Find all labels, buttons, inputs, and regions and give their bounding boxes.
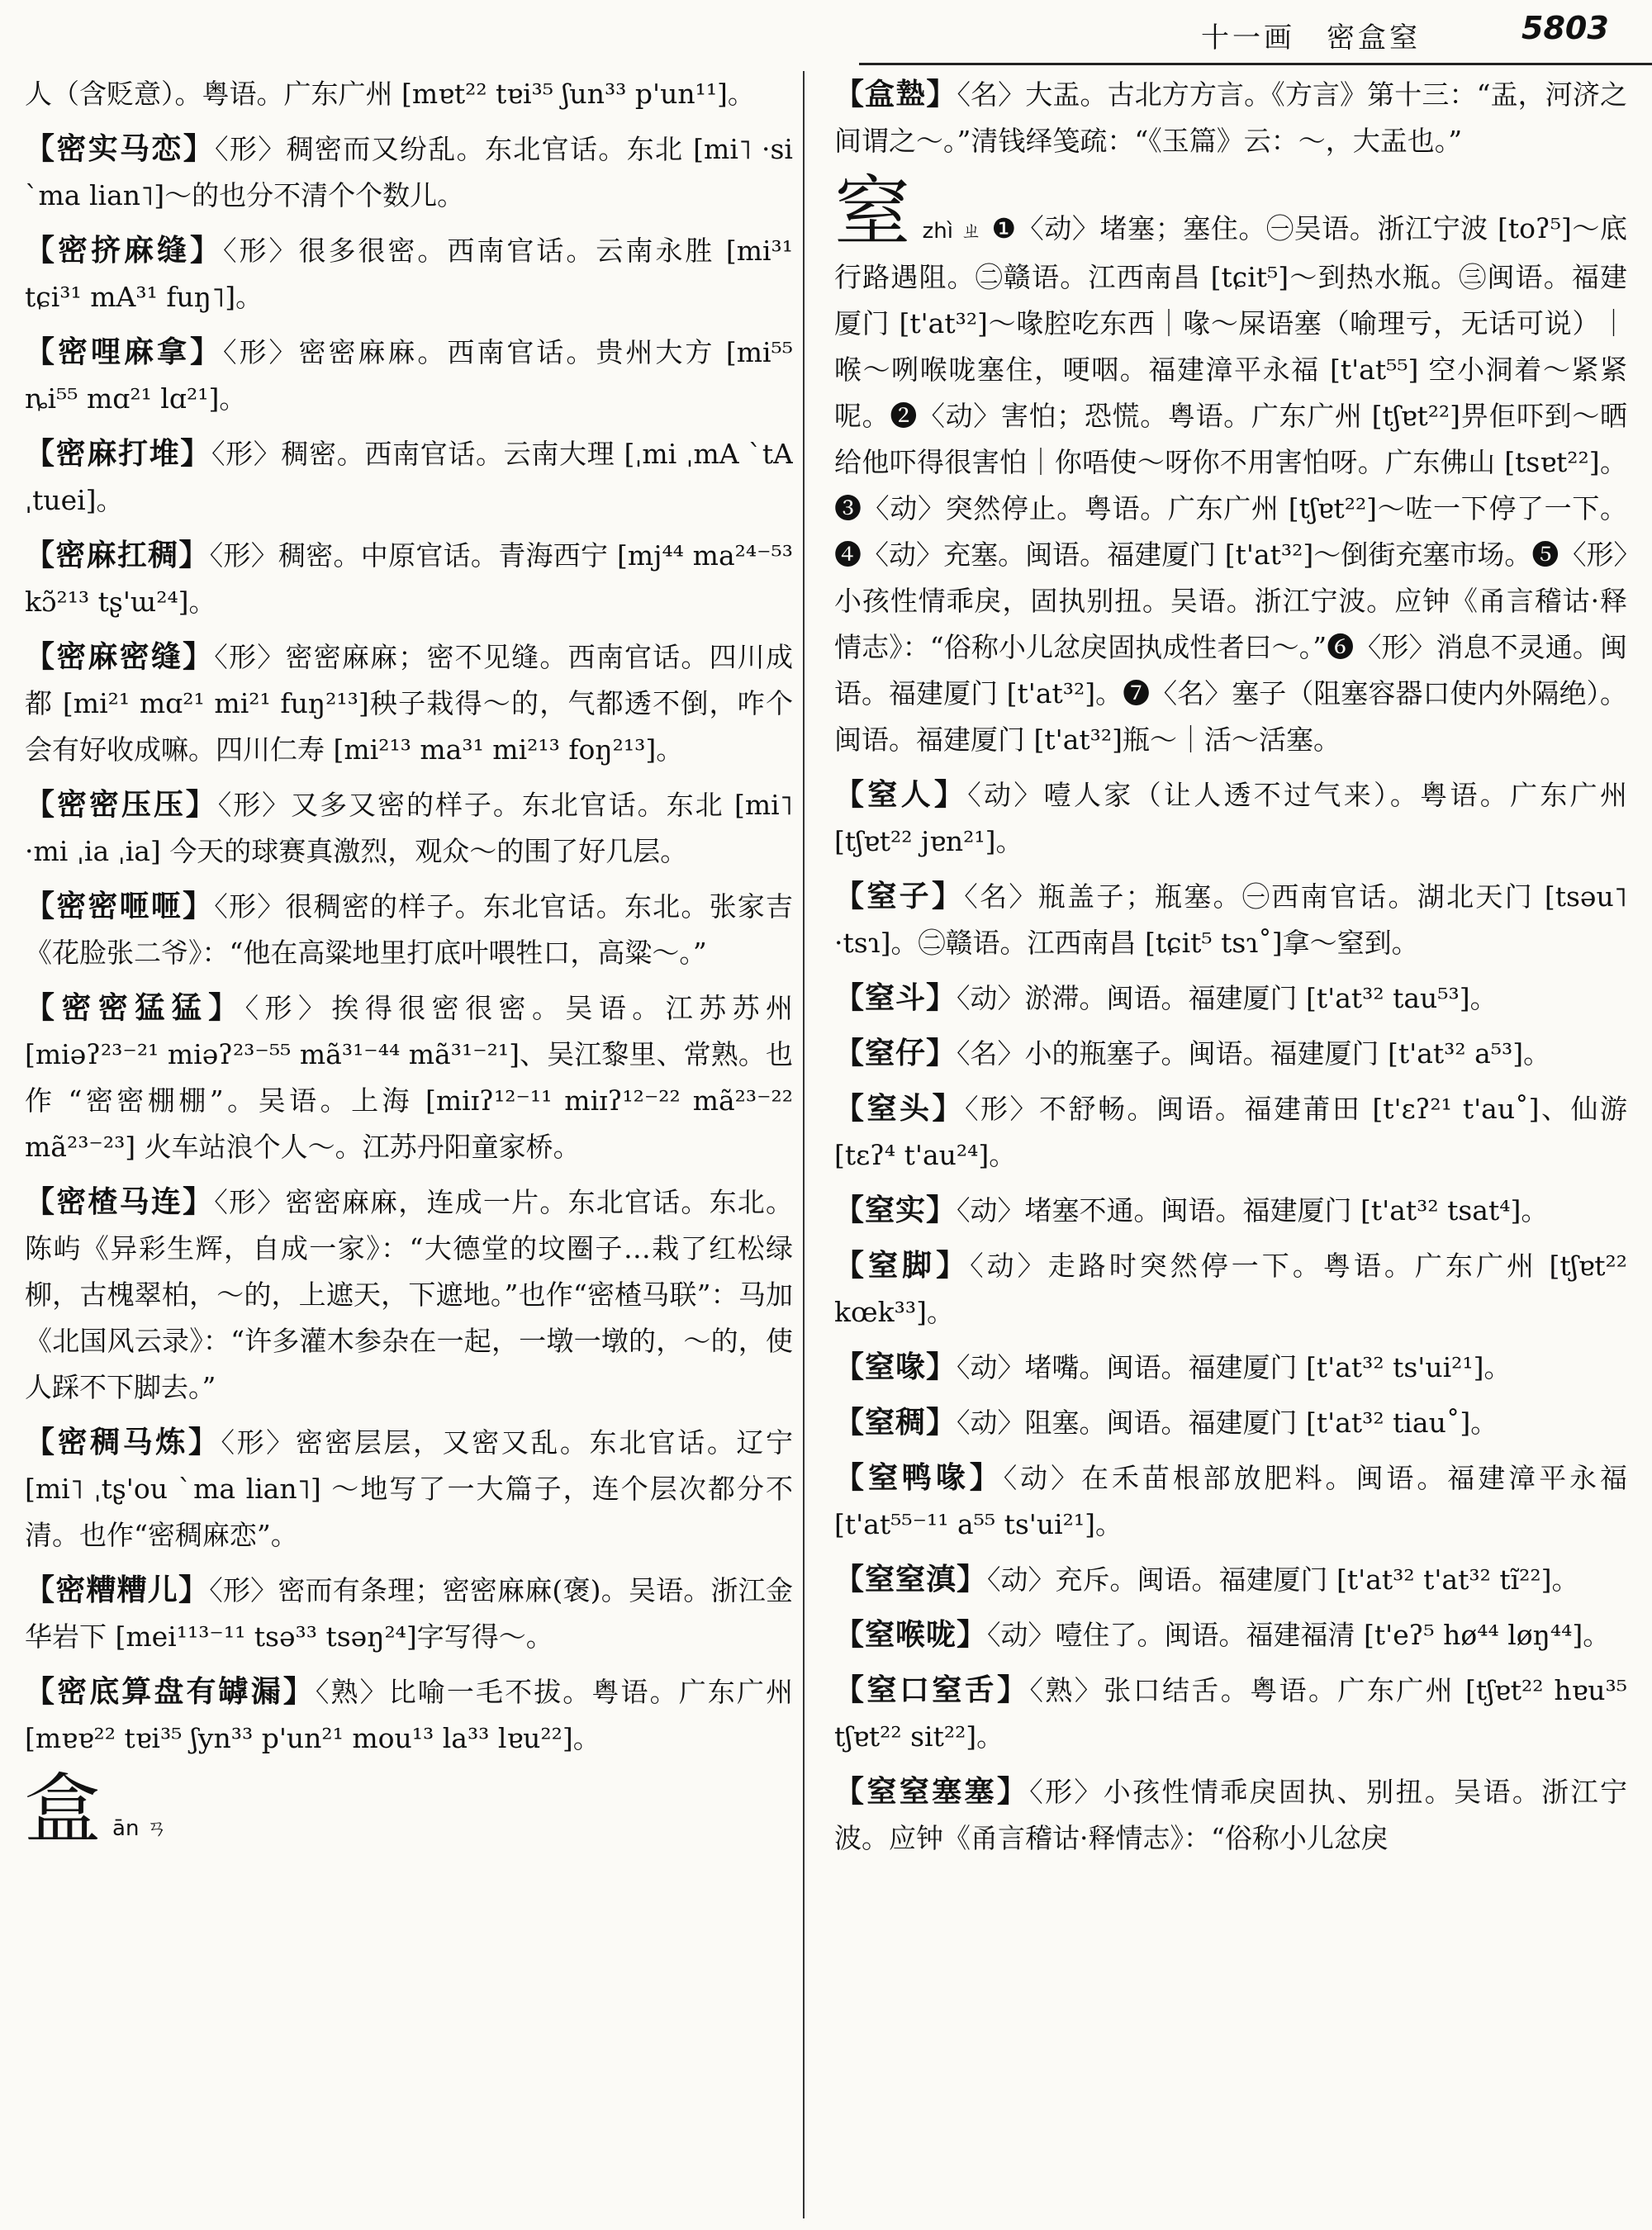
entry: 【盒𥂕】〈名〉大盂。古北方方言。《方言》第十三：“盂，河济之间谓之～。”清钱绎笺疏：“《玉篇》云：～，大盂也。” [834,77,1627,157]
column-divider [803,71,805,2218]
entry-headword: 【密麻密缝】 [25,639,215,674]
entry-headword: 【窒斗】 [834,980,957,1015]
page-header [859,0,1652,65]
entry-headword: 【窒喙】 [834,1350,957,1384]
entry-headword: 【窒头】 [834,1091,965,1126]
entry: 【密麻打堆】〈形〉稠密。西南官话。云南大理 [ˌmi ˌmA ˋtA ˌtuei]。 [25,436,793,516]
entry-headword: 【窒脚】 [834,1248,971,1283]
entry: 【密麻密缝】〈形〉密密麻麻；密不见缝。西南官话。四川成都 [mi²¹ mɑ²¹ mi²¹ fuŋ²¹³]秧子栽得～的，气都透不倒，咋个会有好收成嘛。四川仁寿 [mi²¹³ ma³¹ mi²¹³ foŋ²¹³]。 [25,639,793,766]
head-character: 窒 [834,168,911,256]
entry-headword: 【密密猛猛】 [25,990,245,1025]
entry: 【密密猛猛】〈形〉挨得很密很密。吴语。江苏苏州 [miəʔ²³⁻²¹ miəʔ²³⁻⁵⁵ mã³¹⁻⁴⁴ mã³¹⁻²¹]、吴江黎里、常熟。也作 “密密棚棚”。吴语。上海 [miɪʔ¹²⁻¹¹ miɪʔ¹²⁻²² mã²³⁻²² mã²³⁻²³] 火车站浪个人～。江苏丹阳童家桥。 [25,990,793,1163]
entry-headword: 【窒子】 [834,879,965,913]
entry-headword: 【窒人】 [834,777,968,812]
entry: 【密底算盘有罅漏】〈熟〉比喻一毛不拔。粤语。广东广州 [mɐɐ²² tɐi³⁵ ʃyn³³ p'un²¹ mou¹³ la³³ lɐu²²]。 [25,1674,793,1754]
entry: 【窒人】〈动〉噎人家（让人透不过气来）。粤语。广东广州 [tʃɐt²² jɐn²¹]。 [834,777,1627,857]
entry: 【窒窒滇】〈动〉充斥。闽语。福建厦门 [t'at³² t'at³² tĩ²²]。 [834,1562,1579,1597]
entry: 【窒稠】〈动〉阻塞。闽语。福建厦门 [t'at³² tiau˚]。 [834,1405,1498,1440]
entry-headword: 【密楂马连】 [25,1184,215,1219]
head-character-block [834,168,1627,763]
entry-headword: 【密麻扛稠】 [25,538,210,572]
entry-headword: 【窒实】 [834,1193,957,1227]
entry-headword: 【密底算盘有罅漏】 [25,1674,316,1709]
entry: 【窒喙】〈动〉堵嘴。闽语。福建厦门 [t'at³² ts'ui²¹]。 [834,1350,1512,1384]
entry-headword: 【窒稠】 [834,1405,957,1440]
entry: 【窒脚】〈动〉走路时突然停一下。粤语。广东广州 [tʃɐt²² kœk³³]。 [834,1248,1627,1328]
head-character-pinyin: zhì ㄓ [922,219,983,244]
entry: 【密密咂咂】〈形〉很稠密的样子。东北官话。东北。张家吉《花脸张二爷》：“他在高粱地里打底叶喂牲口，高粱～。” [25,889,793,969]
entry: 【密楂马连】〈形〉密密麻麻，连成一片。东北官话。东北。陈屿《异彩生辉，自成一家》：“大德堂的坟圈子…栽了红松绿柳，古槐翠柏，～的，上遮天，下遮地。”也作“密楂马联”：马加《北国风云录》：“许多灌木参杂在一起，一墩一墩的，～的，使人踩不下脚去。” [25,1184,793,1403]
left-column [25,71,793,2227]
entry-headword: 【密哩麻拿】 [25,334,223,369]
entry-headword: 【密挤麻缝】 [25,233,223,268]
entry-headword: 【密糟糟儿】 [25,1573,210,1607]
entry: 【密糟糟儿】〈形〉密而有条理；密密麻麻(褒)。吴语。浙江金华岩下 [mei¹¹³⁻¹¹ tsə³³ tsəŋ²⁴]字写得～。 [25,1573,793,1653]
entry-headword: 【窒窒塞塞】 [834,1774,1030,1809]
entry-headword: 【密密压压】 [25,787,218,822]
entry: 【密挤麻缝】〈形〉很多很密。西南官话。云南永胜 [mi³¹ tɕi³¹ mA³¹ fuŋ˥]。 [25,233,793,313]
entry-headword: 【窒窒滇】 [834,1562,988,1597]
entry: 【密哩麻拿】〈形〉密密麻麻。西南官话。贵州大方 [mi⁵⁵ ȵi⁵⁵ mɑ²¹ lɑ²¹]。 [25,334,793,415]
head-character-block [25,1765,793,1853]
entry-continuation: 人（含贬意）。粤语。广东广州 [mɐt²² tɐi³⁵ ʃun³³ p'un¹¹]。 [25,78,755,110]
entry: 【窒仔】〈名〉小的瓶塞子。闽语。福建厦门 [t'at³² a⁵³]。 [834,1036,1551,1070]
entry: 【密稠马炼】〈形〉密密层层，又密又乱。东北官话。辽宁 [mi˥ ˌtʂ'ou ˋma lian˥] ～地写了一大篇子，连个层次都分不清。也作“密稠麻恋”。 [25,1425,793,1551]
entry: 【窒鸭喙】〈动〉在禾苗根部放肥料。闽语。福建漳平永福 [t'at⁵⁵⁻¹¹ a⁵⁵ ts'ui²¹]。 [834,1460,1627,1540]
entry: 【窒喉咙】〈动〉噎住了。闽语。福建福清 [t'eʔ⁵ hø⁴⁴ løŋ⁴⁴]。 [834,1617,1611,1652]
entry: 【窒窒塞塞】〈形〉小孩性情乖戾固执、别扭。吴语。浙江宁波。应钟《甬言稽诂·释情志》：“俗称小儿忿戾 [834,1774,1627,1854]
entry: 【密麻扛稠】〈形〉稠密。中原官话。青海西宁 [mj⁴⁴ ma²⁴⁻⁵³ kɔ̃²¹³ tʂ'ɯ²⁴]。 [25,538,793,618]
entry-headword: 【盒𥂕】 [834,77,957,112]
entry: 【密实马恋】〈形〉稠密而又纷乱。东北官话。东北 [mi˥ ·si ˋma lian˥]～的也分不清个个数儿。 [25,131,793,211]
entry-headword: 【窒口窒舌】 [834,1672,1030,1707]
entry-headword: 【密麻打堆】 [25,436,211,471]
head-character-definition: ❶〈动〉堵塞；塞住。㊀吴语。浙江宁波 [toʔ⁵]～底行路遇阻。㊁赣语。江西南昌 [tɕit⁵]～到热水瓶。㊂闽语。福建厦门 [t'at³²]～喙腔吃东西｜喙～屎语塞（喻理亏，无话可说）｜喉～咧喉咙塞住，哽咽。福建漳平永福 [t'at⁵⁵] 空小洞着～紧紧呢。❷〈动〉害怕；恐慌。粤语。广东广州 [tʃɐt²²]畀佢吓到～晒给他吓得很害怕｜你唔使～呀你不用害怕呀。广东佛山 [tsɐt²²]。❸〈动〉突然停止。粤语。广东广州 [tʃɐt²²]～咗一下停了一下。❹〈动〉充塞。闽语。福建厦门 [t'at³²]～倒街充塞市场。❺〈形〉小孩性情乖戾，固执别扭。吴语。浙江宁波。应钟《甬言稽诂·释情志》：“俗称小儿忿戾固执成性者曰～。”❻〈形〉消息不灵通。闽语。福建厦门 [t'at³²]。❼〈名〉塞子（阻塞容器口使内外隔绝）。闽语。福建厦门 [t'at³²]瓶～｜活～活塞。 [834,212,1627,756]
entry: 【窒口窒舌】〈熟〉张口结舌。粤语。广东广州 [tʃɐt²² hɐu³⁵ tʃɐt²² sit²²]。 [834,1672,1627,1753]
entry-headword: 【窒喉咙】 [834,1617,988,1652]
entry: 【窒实】〈动〉堵塞不通。闽语。福建厦门 [t'at³² tsat⁴]。 [834,1193,1549,1227]
entry-headword: 【密稠马炼】 [25,1425,221,1459]
entry: 【密密压压】〈形〉又多又密的样子。东北官话。东北 [mi˥ ·mi ˌia ˌia] 今天的球赛真激烈，观众～的围了好几层。 [25,787,793,867]
page-number: 5803 [1521,10,1609,46]
head-character-pinyin: ān ㄢ [112,1816,168,1841]
entry: 【窒斗】〈动〉淤滞。闽语。福建厦门 [t'at³² tau⁵³]。 [834,980,1498,1015]
entry: 【窒子】〈名〉瓶盖子；瓶塞。㊀西南官话。湖北天门 [tsəu˥ ·tsɿ]。㊁赣语。江西南昌 [tɕit⁵ tsɿ˚]拿～窒到。 [834,879,1627,959]
head-character: 盒 [25,1765,102,1853]
entry: 【窒头】〈形〉不舒畅。闽语。福建莆田 [t'ɛʔ²¹ t'au˚]、仙游 [tɛʔ⁴ t'au²⁴]。 [834,1091,1627,1171]
entry-headword: 【密密咂咂】 [25,889,215,923]
right-column [834,71,1627,2227]
entry-headword: 【密实马恋】 [25,131,216,166]
entry-headword: 【窒仔】 [834,1036,957,1070]
entry-headword: 【窒鸭喙】 [834,1460,1004,1495]
header-title: 十一画 密盒窒 [1201,21,1421,55]
